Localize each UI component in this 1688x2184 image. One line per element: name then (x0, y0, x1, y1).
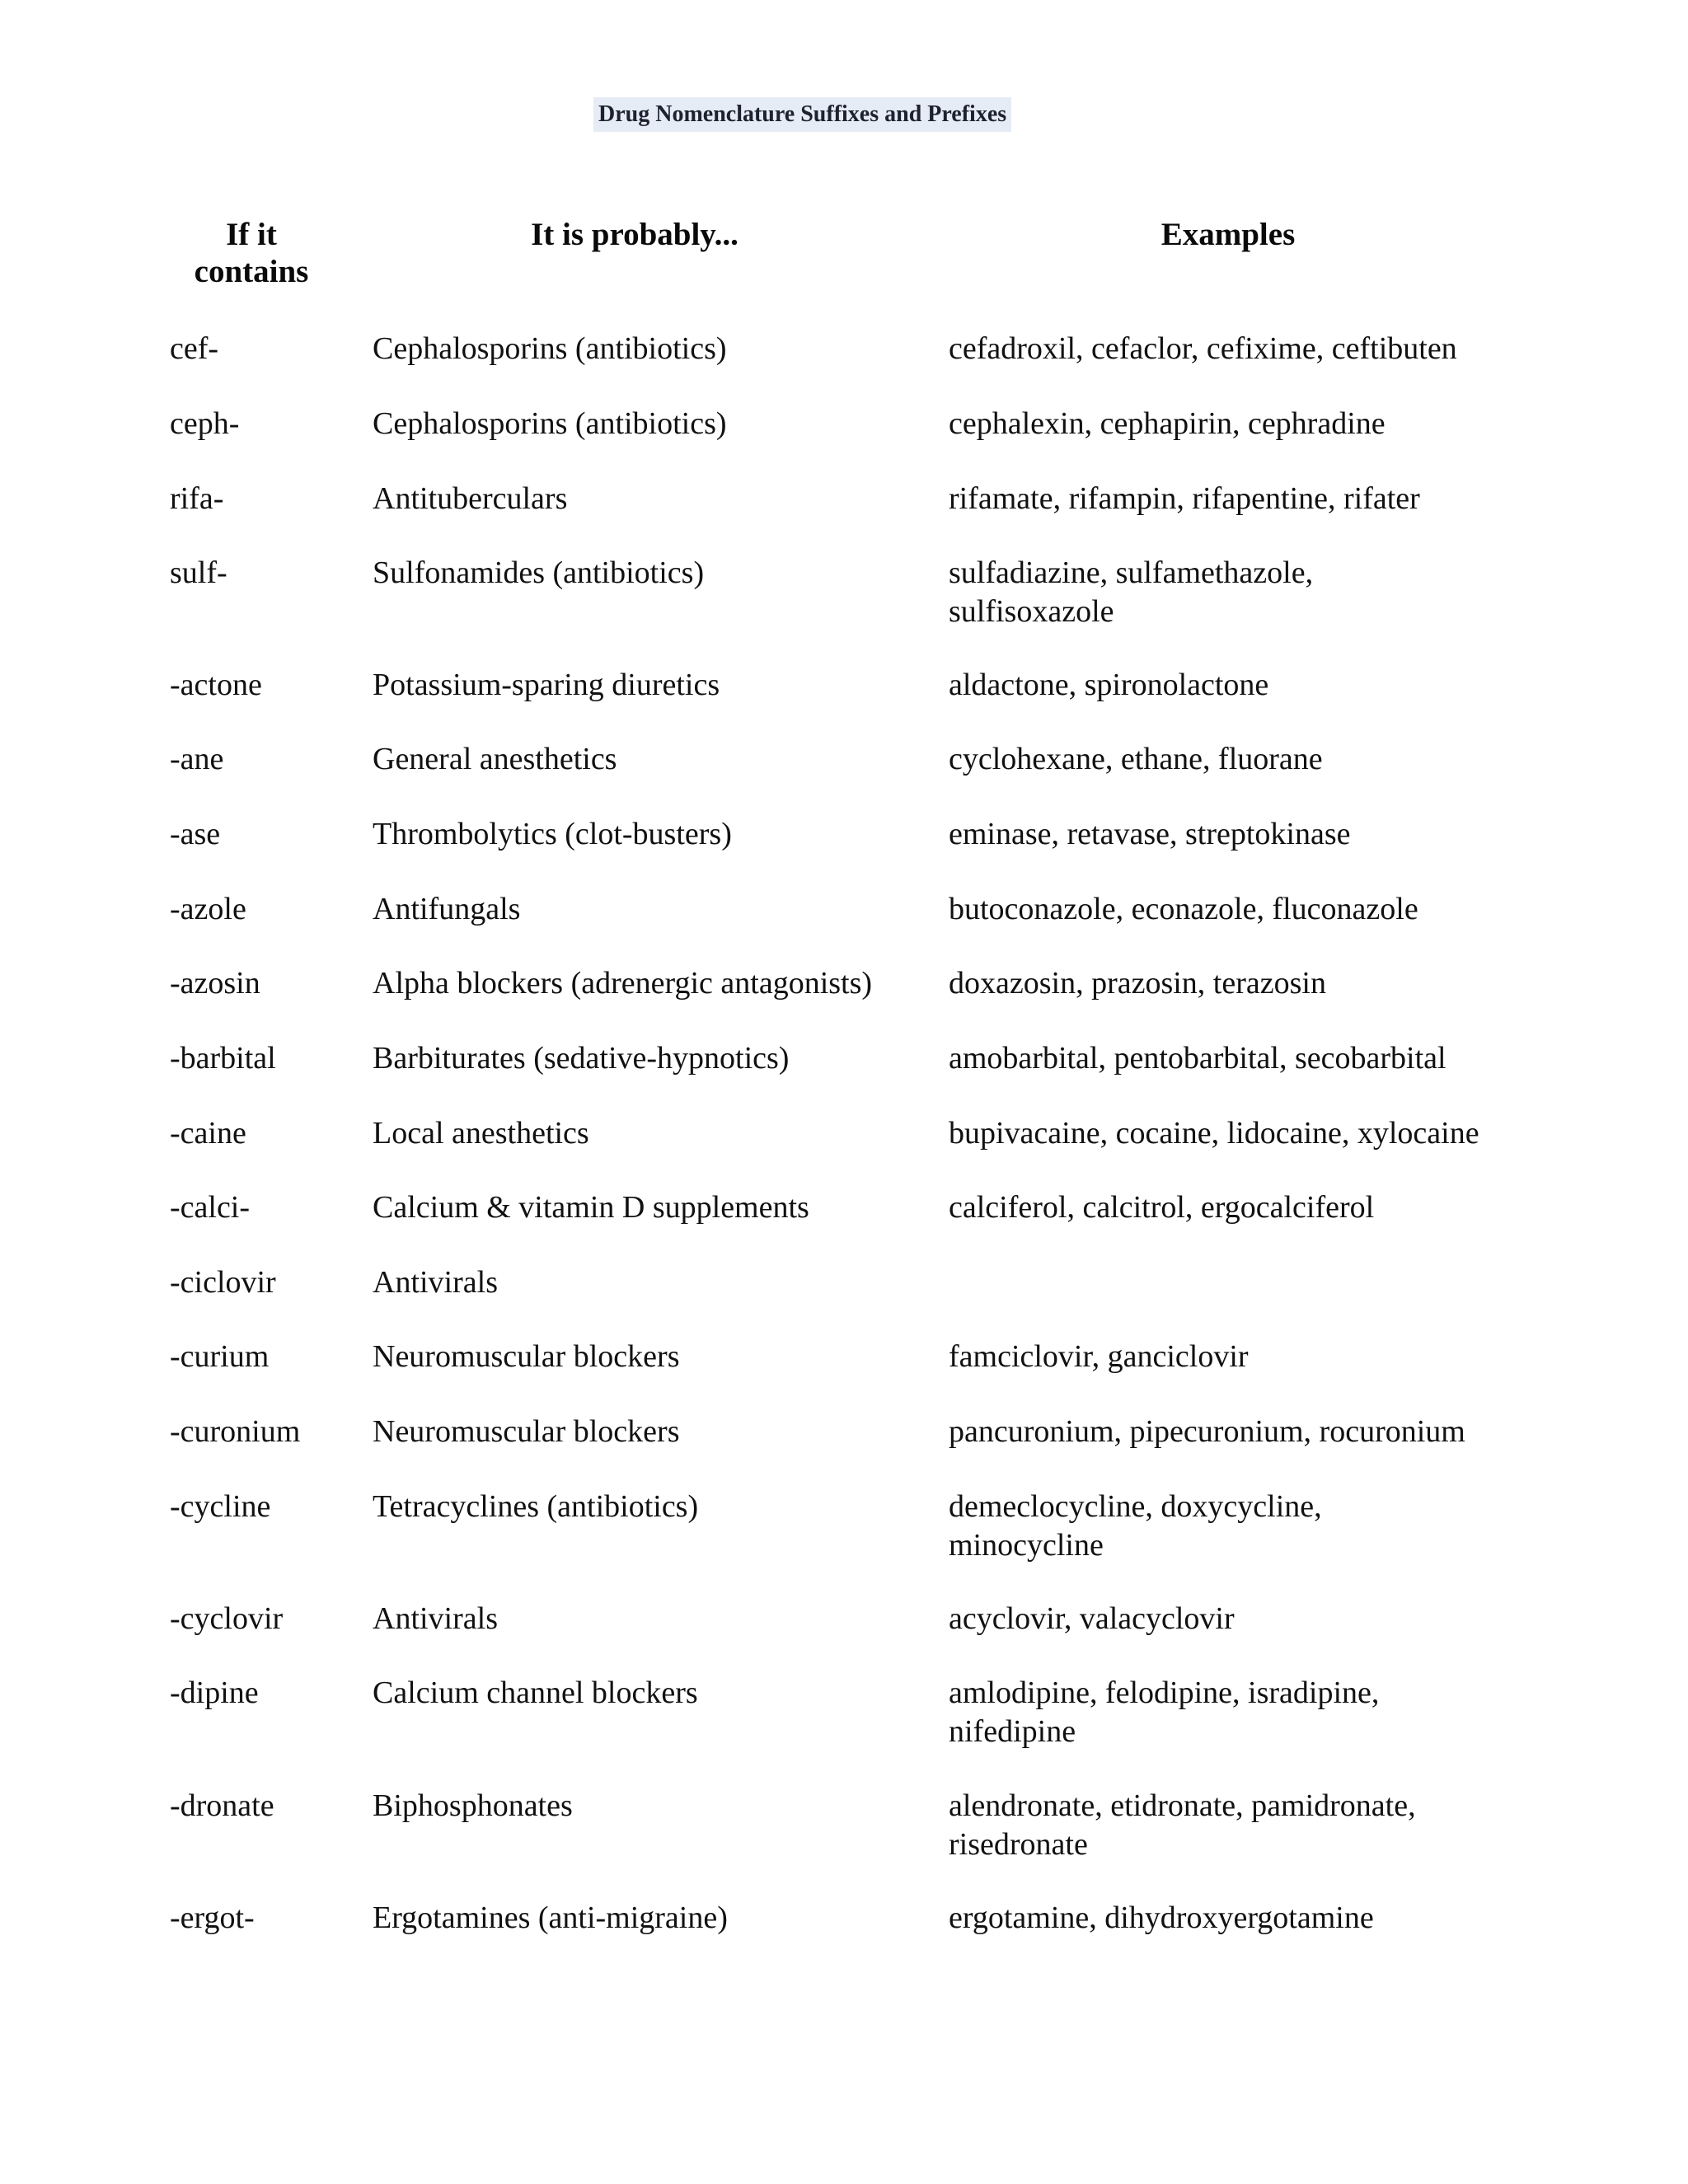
class-cell: Tetracyclines (antibiotics) (373, 1489, 699, 1524)
column-header-contains: If it contains (194, 217, 309, 289)
examples-cell: demeclocycline, doxycycline, minocycline (949, 1489, 1322, 1563)
examples-cell: famciclovir, ganciclovir (949, 1339, 1249, 1374)
column-header-examples: Examples (1160, 217, 1296, 252)
class-cell: Calcium & vitamin D supplements (373, 1190, 809, 1225)
affix-cell: -dronate (170, 1788, 274, 1823)
examples-cell: amlodipine, felodipine, isradipine, nifedipine (949, 1675, 1380, 1749)
class-cell: Antivirals (373, 1601, 498, 1636)
examples-cell: sulfadiazine, sulfamethazole, sulfisoxazole (949, 555, 1314, 629)
affix-cell: -cyclovir (170, 1601, 284, 1636)
examples-cell: eminase, retavase, streptokinase (949, 817, 1351, 851)
examples-cell: amobarbital, pentobarbital, secobarbital (949, 1041, 1447, 1076)
affix-cell: -ciclovir (170, 1265, 276, 1300)
class-cell: Antifungals (373, 892, 521, 926)
class-cell: Sulfonamides (antibiotics) (373, 555, 705, 590)
affix-cell: -cycline (170, 1489, 271, 1524)
affix-cell: -calci- (170, 1190, 251, 1225)
class-cell: Alpha blockers (adrenergic antagonists) (373, 966, 873, 1001)
examples-cell: alendronate, etidronate, pamidronate, risedronate (949, 1788, 1416, 1862)
class-cell: Neuromuscular blockers (373, 1414, 680, 1449)
examples-cell: rifamate, rifampin, rifapentine, rifater (949, 481, 1420, 516)
class-cell: Potassium-sparing diuretics (373, 668, 720, 702)
affix-cell: -curium (170, 1339, 270, 1374)
class-cell: Ergotamines (anti-migraine) (373, 1900, 728, 1935)
affix-cell: rifa- (170, 481, 224, 516)
examples-cell: doxazosin, prazosin, terazosin (949, 966, 1326, 1001)
affix-cell: sulf- (170, 555, 227, 590)
affix-cell: -curonium (170, 1414, 301, 1449)
affix-cell: ceph- (170, 406, 240, 441)
examples-cell: calciferol, calcitrol, ergocalciferol (949, 1190, 1375, 1225)
class-cell: General anesthetics (373, 742, 617, 776)
affix-cell: -ergot- (170, 1900, 255, 1935)
affix-cell: -dipine (170, 1675, 259, 1710)
class-cell: Thrombolytics (clot-busters) (373, 817, 732, 851)
document-title: Drug Nomenclature Suffixes and Prefixes (593, 97, 1011, 132)
class-cell: Biphosphonates (373, 1788, 573, 1823)
examples-cell: ergotamine, dihydroxyergotamine (949, 1900, 1374, 1935)
examples-cell: butoconazole, econazole, fluconazole (949, 892, 1418, 926)
affix-cell: -barbital (170, 1041, 276, 1076)
affix-cell: -ase (170, 817, 221, 851)
affix-cell: -azosin (170, 966, 260, 1001)
class-cell: Barbiturates (sedative-hypnotics) (373, 1041, 790, 1076)
column-header-probably: It is probably... (531, 217, 738, 252)
examples-cell: cephalexin, cephapirin, cephradine (949, 406, 1386, 441)
examples-cell: acyclovir, valacyclovir (949, 1601, 1235, 1636)
class-cell: Neuromuscular blockers (373, 1339, 680, 1374)
affix-cell: -ane (170, 742, 224, 776)
examples-cell: cyclohexane, ethane, fluorane (949, 742, 1323, 776)
examples-cell: pancuronium, pipecuronium, rocuronium (949, 1414, 1465, 1449)
affix-cell: cef- (170, 331, 219, 366)
examples-cell: cefadroxil, cefaclor, cefixime, ceftibuten (949, 331, 1457, 366)
class-cell: Antivirals (373, 1265, 498, 1300)
class-cell: Cephalosporins (antibiotics) (373, 406, 727, 441)
affix-cell: -caine (170, 1116, 246, 1151)
class-cell: Cephalosporins (antibiotics) (373, 331, 727, 366)
class-cell: Local anesthetics (373, 1116, 589, 1151)
class-cell: Calcium channel blockers (373, 1675, 698, 1710)
affix-cell: -actone (170, 668, 262, 702)
examples-cell: bupivacaine, cocaine, lidocaine, xylocaine (949, 1116, 1479, 1151)
affix-cell: -azole (170, 892, 246, 926)
examples-cell: aldactone, spironolactone (949, 668, 1269, 702)
class-cell: Antituberculars (373, 481, 568, 516)
